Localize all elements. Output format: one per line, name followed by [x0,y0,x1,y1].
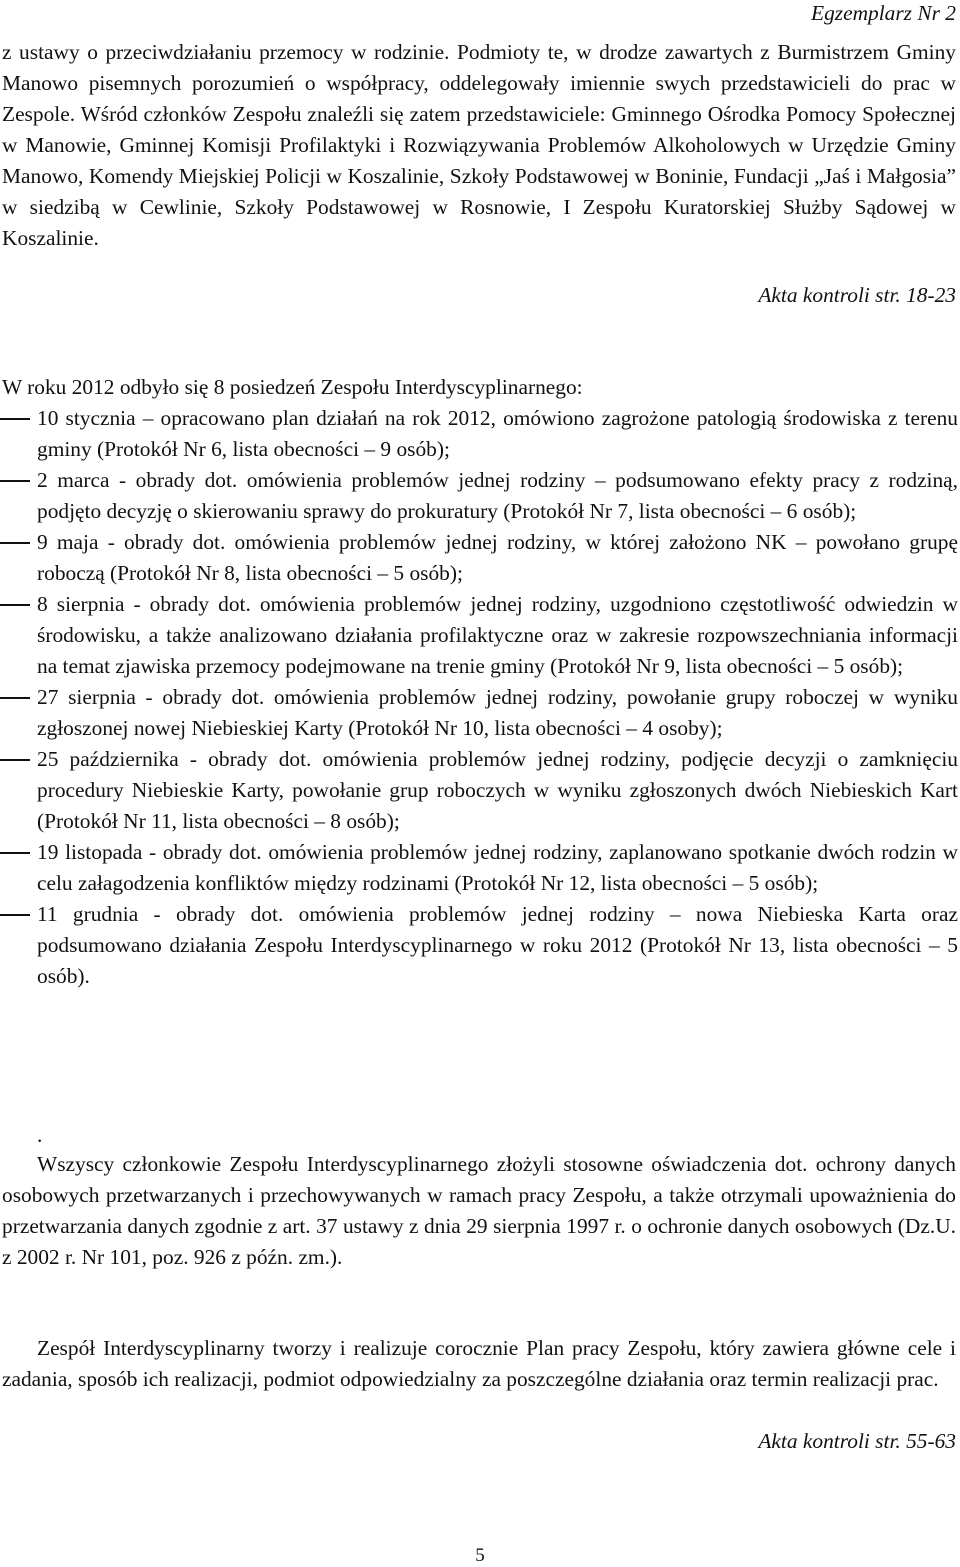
meeting-item [0,465,958,527]
paragraph-work-plan: Zespół Interdyscyplinarny tworzy i realizuje corocznie Plan pracy Zespołu, który zawiera główne cele i zadania, sposób ich realizacji, podmiot odpowiedzialny za poszczególne działania oraz termin realizacji prac. [2,1336,956,1391]
paragraph-data-protection: Wszyscy członkowie Zespołu Interdyscyplinarnego złożyli stosowne oświadczenia dot. ochrony danych osobowych przetwarzanych i przechowywanych w ramach pracy Zespołu, a także otrzymali upoważnienia do przetwarzania danych zgodnie z art. 37 ustawy z dnia 29 sierpnia 1997 r. o ochronie danych osobowych (Dz.U. z 2002 r. Nr 101, poz. 926 z późn. zm.). [2,1152,956,1269]
dash-bullet-icon [0,914,30,916]
meeting-text: 10 stycznia – opracowano plan działań na rok 2012, omówiono zagrożone patologią środowiska z terenu gminy (Protokół Nr 6, lista obecności – 9 osób); [37,406,958,461]
dash-bullet-icon [0,542,30,544]
page-number: 5 [475,1545,485,1566]
meeting-item [0,589,958,682]
meeting-item [0,837,958,899]
paragraph-team-members: z ustawy o przeciwdziałaniu przemocy w rodzinie. Podmioty te, w drodze zawartych z Burmistrzem Gminy Manowo pisemnych porozumień o współpracy, oddelegowały imiennie swych przedstawicieli do prac w Zespole. Wśród członków Zespołu znaleźli się zatem przedstawiciele: Gminnego Ośrodka Pomocy Społecznej w Manowie, Gminnej Komisji Profilaktyki i Rozwiązywania Problemów Alkoholowych w Urzędzie Gminy Manowo, Komendy Miejskiej Policji w Koszalinie, Szkoły Podstawowej w Boninie, Fundacji „Jaś i Małgosia” w siedzibą w Cewlinie, Szkoły Podstawowej w Rosnowie, I Zespołu Kuratorskiej Służby Sądowej w Koszalinie. [2,40,956,250]
meeting-text: 2 marca - obrady dot. omówienia problemów jednej rodziny – podsumowano efekty pracy z rodziną, podjęto decyzję o skierowaniu sprawy do prokuratury (Protokół Nr 7, lista obecności – 6 osób); [37,468,958,523]
dash-bullet-icon [0,480,30,482]
meetings-list [0,403,958,992]
meetings-intro: W roku 2012 odbyło się 8 posiedzeń Zespołu Interdyscyplinarnego: [2,375,583,399]
meeting-text: 8 sierpnia - obrady dot. omówienia problemów jednej rodziny, uzgodniono częstotliwość odwiedzin w środowisku, a także analizowano działania profilaktyczne oraz w zakresie rozpowszechniania informacji na temat zjawiska przemocy podejmowane na trenie gminy (Protokół Nr 9, lista obecności – 5 osób); [37,592,958,678]
meeting-item [0,403,958,465]
dash-bullet-icon [0,604,30,606]
meeting-text: 19 listopada - obrady dot. omówienia problemów jednej rodziny, zaplanowano spotkanie dwóch rodzin w celu załagodzenia konfliktów między rodzinami (Protokół Nr 12, lista obecności – 5 osób); [37,840,958,895]
meeting-item [0,527,958,589]
meeting-text: 9 maja - obrady dot. omówienia problemów jednej rodziny, w której założono NK – powołano grupę roboczą (Protokół Nr 8, lista obecności – 5 osób); [37,530,958,585]
dash-bullet-icon [0,759,30,761]
meeting-text: 11 grudnia - obrady dot. omówienia problemów jednej rodziny – nowa Niebieska Karta oraz podsumowano działania Zespołu Interdyscyplinarnego w roku 2012 (Protokół Nr 13, lista obecności – 5 osób). [37,902,958,988]
copy-number-label: Egzemplarz Nr 2 [811,1,956,25]
dash-bullet-icon [0,418,30,420]
dash-bullet-icon [0,852,30,854]
meeting-item [0,899,958,992]
reference-akta-18-23: Akta kontroli str. 18-23 [758,283,956,307]
meeting-text: 25 października - obrady dot. omówienia problemów jednej rodziny, podjęcie decyzji o zamknięciu procedury Niebieskie Karty, powołanie grup roboczych w wyniku zgłoszonych dwóch Niebieskich Kart (Protokół Nr 11, lista obecności – 8 osób); [37,747,958,833]
meeting-item [0,744,958,837]
stray-dot: . [37,1123,43,1147]
meeting-item [0,682,958,744]
dash-bullet-icon [0,697,30,699]
meeting-text: 27 sierpnia - obrady dot. omówienia problemów jednej rodziny, powołanie grupy roboczej w wyniku zgłoszonej nowej Niebieskiej Karty (Protokół Nr 10, lista obecności – 4 osoby); [37,685,958,740]
reference-akta-55-63: Akta kontroli str. 55-63 [758,1429,956,1453]
